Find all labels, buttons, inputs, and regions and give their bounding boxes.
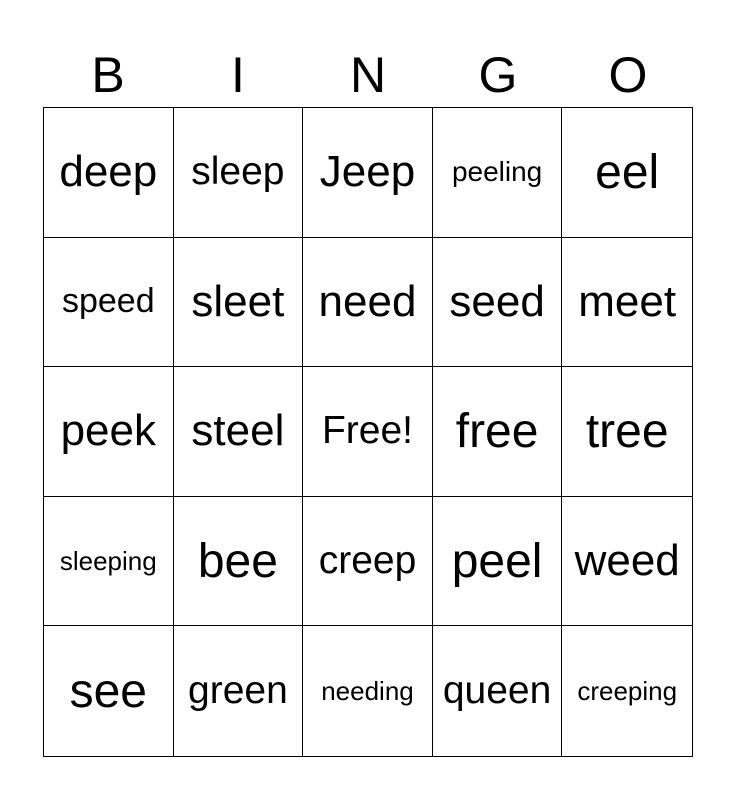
- bingo-cell[interactable]: speed: [44, 238, 174, 368]
- bingo-cell[interactable]: green: [174, 626, 304, 756]
- bingo-cell[interactable]: see: [44, 626, 174, 756]
- bingo-cell[interactable]: sleep: [174, 108, 304, 238]
- bingo-cell[interactable]: eel: [562, 108, 692, 238]
- bingo-cell[interactable]: peel: [433, 497, 563, 627]
- bingo-cell[interactable]: sleeping: [44, 497, 174, 627]
- bingo-cell[interactable]: need: [303, 238, 433, 368]
- bingo-cell[interactable]: deep: [44, 108, 174, 238]
- header-letter-n: N: [349, 47, 387, 103]
- bingo-cell[interactable]: creep: [303, 497, 433, 627]
- free-space: Free!: [303, 367, 433, 497]
- bingo-cell[interactable]: seed: [433, 238, 563, 368]
- header-letter-i: I: [231, 47, 245, 103]
- bingo-cell[interactable]: bee: [174, 497, 304, 627]
- bingo-cell[interactable]: needing: [303, 626, 433, 756]
- bingo-cell[interactable]: queen: [433, 626, 563, 756]
- bingo-card: [43, 107, 693, 757]
- bingo-header: [43, 44, 693, 106]
- bingo-cell[interactable]: creeping: [577, 675, 678, 706]
- bingo-cell[interactable]: peek: [44, 367, 174, 497]
- header-letter-g: G: [478, 47, 518, 103]
- header-letter-o: O: [608, 47, 648, 103]
- bingo-cell[interactable]: Jeep: [303, 108, 433, 238]
- bingo-cell[interactable]: sleet: [174, 238, 304, 368]
- bingo-cell[interactable]: free: [433, 367, 563, 497]
- bingo-cell[interactable]: weed: [562, 497, 692, 627]
- bingo-cell[interactable]: tree: [562, 367, 692, 497]
- bingo-cell[interactable]: steel: [174, 367, 304, 497]
- bingo-cell[interactable]: peeling: [433, 108, 563, 238]
- bingo-cell[interactable]: meet: [562, 238, 692, 368]
- header-letter-b: B: [91, 47, 125, 103]
